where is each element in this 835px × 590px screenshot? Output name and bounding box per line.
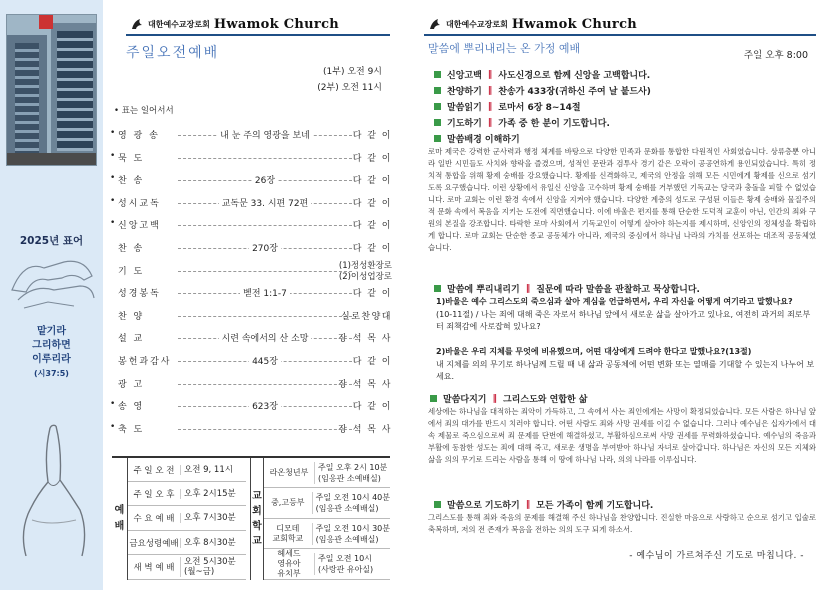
schedule-service-name: 주 일 오 후 [133,489,175,500]
dashed-leader [178,225,352,226]
pray-text: 그리스도를 통해 죄와 죽음의 문제를 해결해 주신 하나님을 찬양합니다. 진실한 마음으로 사랑하고 순으로 섬기고 입술로 축복하며, 저의 전 존재가 복음을 전하는 의의 도구 되게 하소서. [428,513,816,534]
worship-title: 주일오전예배 [126,45,220,61]
slogan-line: 그리하면 [32,340,71,351]
order-item-name: 봉헌과감사 [118,357,172,367]
order-item-content [178,354,352,367]
school-schedule-row [264,519,390,549]
order-item-content [178,241,352,254]
question-two [436,346,816,384]
order-item-name: 축 도 [118,424,145,435]
label-char: 교 [252,491,262,502]
order-item-person: 실로찬양대 [341,311,392,322]
question-title: 1)바울은 예수 그리스도의 죽으심과 살아 계심을 언급하면서, 우리 자신을 어떻게 여기라고 말했나요? [436,297,793,306]
sidebar [0,0,103,590]
worship-order-row [108,196,392,212]
order-item-person: 장 석 목 사 [338,334,392,345]
schedule-school-label [250,458,264,580]
background-text: 로마 제국은 강력한 군사력과 행정 체계를 바탕으로 다양한 민족과 문화를 통합한 다원적인 사회였습니다. 상류층뿐 아니라 일반 시민들도 사치와 향락을 즐겼으며, 성적인 문란과 검투사 경기 같은 오락이 공공연하게 용인되었습니다. 특히 정치적 통합을 위해 황제 숭배를 강요했습니다. 황제를 신격화하고, 제국의 안정을 위해 모든 시민에게 황제를 신으로 섬기도록 요구했습니다. 이런 상황에서 유일신 신앙을 고수하며 황제 숭배를 거부했던 기독교는 당국과 충돌을 피할 수 없었습니다. 로마 교회는 이런 환경 속에서 신앙을 지켜야 했습니다. 다양한 계층의 성도로 구성된 이들은 황제 숭배와 물질주의적 문화 속에서 복음을 지키는 도전에 직면했습니다. 이에 바울은 편지를 통해 단순한 도덕적 교훈이 아닌, 인간의 죄와 구원의 본질을 강조합니다. 타락한 로마 사회에서 기독교인이 어떻게 살아야 하는지를 제시하며, 신앙인의 정체성을 확립하게 합니다. 로마 교회는 단순한 종교 공동체가 아니라, 제국의 중심에서 하나님 나라의 가치를 선포하는 대조적 공동체였습니다. [428,147,816,252]
worship-order-row [108,260,392,282]
church-name-english: Hwamok Church [213,16,340,32]
label-char: 배 [114,521,125,532]
service-times [317,64,382,96]
school-dept-name: 디모데 교회학교 [272,523,304,543]
order-item-name: 묵 도 [118,153,145,164]
year-title: 2025년 표어 [19,235,84,247]
worship-order-row [108,128,392,144]
order-item-person: 다 같 이 [352,289,392,300]
red-bar-icon: ‖ [525,283,531,294]
step-text: 로마서 6장 8~14절 [498,103,581,113]
worship-order-row [108,354,392,370]
schedule-service-name: 수 요 예 배 [133,514,175,525]
order-item-person: 다 같 이 [352,153,392,164]
header-divider [424,34,816,36]
ground-text: 세상에는 하나님을 대적하는 죄악이 가득하고, 그 속에서 사는 죄인에게는 사망이 확정되었습니다. 모든 사람은 하나님 앞에서 죄의 대가를 반드시 치러야 합니다. 어떤 사람도 죄와 사망 권세를 이길 수 없습니다. 그러나 예수님은 십자가에서 대속 제물로 죽으심으로써 죄 문제를 단번에 해결하셨고, 부활하심으로써 사망 권세를 무력화하셨습니다. 예수님의 죽음과 부활에 동참한 성도는 죄에 대해 죽고, 새로운 생명을 부여받아 하나님 자녀로 살아갑니다. 하나님은 자신의 모든 지체와 삶을 의의 무기로 드리는 사람을 통해 이 땅에 하나님 나라, 의의 나라를 이루십니다. [428,407,816,464]
schedule-service-name: 주 일 오 전 [133,465,175,476]
schedule-service-time: 오후 7시30분 [180,513,246,523]
green-square-icon [430,395,437,402]
schedule-service-time: 오후 2시15분 [180,489,246,499]
worship-order-row [108,309,392,325]
section-title: 말씀다지기 [443,395,487,405]
step-confession [434,68,650,81]
dashed-leader [178,384,352,385]
label-char: 회 [252,506,262,517]
step-text: 가족 중 한 분이 기도합니다. [498,119,610,129]
order-content-text: 26장 [252,176,278,186]
church-header [130,14,339,34]
school-dept-time: 주일 오전 10시 30분 (임응관 소예배실) [312,523,390,545]
label-char: 학 [252,521,262,532]
school-dept-name: 헤세드 영유아 유치부 [277,549,301,578]
step-label: 말씀읽기 [447,103,482,113]
dashed-leader [178,316,352,317]
service-time-second: (2부) 오전 11시 [317,83,382,93]
order-item-person: 장 석 목 사 [338,379,392,390]
header-divider [126,34,390,36]
green-square-icon [434,501,441,508]
order-item-name: 송 영 [118,402,145,413]
worship-schedule-row [128,556,246,580]
section-subtitle: 그리스도와 연합한 삶 [502,395,588,405]
family-worship-time: 주일 오후 8:00 [743,50,808,61]
order-item-name: 광 고 [118,379,145,390]
question-body: (10-11절) / 나는 죄에 대해 죽은 자로서 하나님 앞에서 새로운 삶을 살아가고 있나요, 여전히 과거의 죄로부터 죄책감에 사로잡혀 있나요? [436,309,811,331]
green-square-icon [434,87,441,94]
dashed-leader [178,429,352,430]
label-char: 예 [114,505,125,516]
step-label: 찬양하기 [447,87,482,97]
step-reading [434,100,581,113]
order-item-name: 신앙고백 [118,221,161,232]
yearly-slogan [0,325,103,381]
order-item-name: 성경봉독 [118,289,161,300]
step-text: 찬송가 433장(귀하신 주여 날 붙드사) [498,87,651,97]
schedule-service-name: 새 벽 예 배 [133,563,175,574]
red-bar-icon: ‖ [487,85,493,96]
order-content-text: 교독문 33. 시편 72편 [219,199,312,209]
worship-order-row [108,286,392,302]
schedule-service-time: 오전 9, 11시 [180,465,246,475]
worship-schedule-row [128,482,246,506]
church-building-photo [6,14,97,166]
worship-order-row [108,241,392,257]
stand-bullet: • [110,128,116,138]
worship-order-row [108,331,392,347]
school-dept-name: 라온청년부 [269,467,309,477]
church-logo-icon [130,17,144,31]
order-item-content [178,399,352,412]
schedule-service-name: 금요성령예배 [129,538,179,549]
stand-bullet: • [110,173,116,184]
church-header [428,14,637,34]
red-bar-icon: ‖ [492,393,497,404]
label-char: 교 [252,536,262,547]
order-item-name: 찬 송 [118,244,145,254]
order-content-text: 내 눈 주의 영광을 보네 [217,131,313,141]
section-title: 말씀에 뿌리내리기 [447,285,520,295]
order-item-person: 장 석 목 사 [338,424,392,435]
order-content-text: 445장 [249,357,281,367]
order-content-text: 623장 [249,402,281,412]
order-item-person: 다 같 이 [352,176,392,187]
order-item-person: 다 같 이 [352,198,392,209]
order-item-name: 기 도 [118,266,145,277]
school-schedule-row [264,550,390,580]
worship-schedule-row [128,507,246,531]
praying-hands-illustration [10,420,94,560]
hands-illustration [4,250,100,320]
order-item-person: 다 같 이 [352,402,392,413]
order-item-name: 영 광 송 [118,131,160,141]
schedule-table [112,456,390,580]
green-square-icon [434,119,441,126]
order-item-name: 찬 송 [118,176,145,187]
order-item-content [178,128,352,141]
order-content-text: 시련 속에서의 산 소망 [219,334,312,344]
family-worship-panel [420,0,820,590]
order-item-content [178,286,352,299]
green-square-icon [434,285,441,292]
step-text: 사도신경으로 함께 신앙을 고백합니다. [498,71,651,81]
church-name-korean: 대한예수교장로회 [446,19,508,29]
red-bar-icon: ‖ [487,101,493,112]
worship-schedule-row [128,458,246,482]
stand-bullet: • [110,399,116,410]
stand-bullet: • [110,421,116,432]
pray-heading [434,498,653,511]
slogan-line: 이루리라 [32,354,71,365]
service-time-first: (1부) 오전 9시 [323,67,382,77]
order-item-name: 찬 양 [118,311,145,322]
slogan-reference: (시37:5) [34,369,69,378]
background-heading [434,132,520,145]
ground-heading [430,392,588,405]
worship-order-row [108,377,392,393]
green-square-icon [434,71,441,78]
step-label: 신앙고백 [447,71,482,81]
stand-note: • 표는 일어서서 [114,106,174,116]
order-item-person: (1)정성환장로 (2)이성업장로 [338,260,392,282]
green-square-icon [434,103,441,110]
worship-order-row [108,422,392,438]
order-content-text: 270장 [249,244,281,254]
order-item-person: 다 같 이 [352,244,392,254]
worship-order-row [108,218,392,234]
red-bar-icon: ‖ [487,69,493,80]
worship-order-panel [108,0,392,590]
school-dept-time: 주일 오전 10시 40분 (임응관 소예배실) [312,492,390,514]
school-dept-name: 중,고등부 [271,498,305,507]
worship-order-row [108,399,392,415]
worship-schedule-row [128,531,246,555]
section-title: 말씀으로 기도하기 [447,501,520,511]
family-worship-title: 말씀에 뿌리내리는 온 가정 예배 [428,42,581,55]
dashed-leader [178,271,352,272]
order-item-person: 다 같 이 [352,357,392,367]
school-schedule-row [264,458,390,488]
green-square-icon [434,135,441,142]
step-praise [434,84,651,97]
order-item-name: 설 교 [118,334,145,345]
question-one [436,296,816,334]
order-item-content [178,196,352,209]
closing-line: - 예수님이 가르쳐주신 기도로 마칩니다. - [629,551,804,561]
red-bar-icon: ‖ [525,499,531,510]
order-item-content [178,173,352,186]
church-name-korean: 대한예수교장로회 [148,19,210,29]
stand-bullet: • [110,195,116,206]
dashed-leader [178,158,352,159]
meditate-heading [434,282,700,295]
order-item-content [178,331,352,344]
stand-bullet: • [110,218,116,229]
order-item-person: 다 같 이 [352,131,392,141]
section-subtitle: 모든 가족이 함께 기도합니다. [536,501,654,511]
question-title: 2)바울은 우리 지체를 무엇에 비유했으며, 어떤 대상에게 드려야 한다고 말했나요?(13절) [436,347,752,356]
order-item-name: 성시교독 [118,198,161,209]
church-logo-icon [428,17,442,31]
step-label: 기도하기 [447,119,482,129]
schedule-worship-label [112,458,128,580]
order-item-person: 다 같 이 [352,221,392,232]
stand-bullet: • [110,150,116,161]
worship-order-row [108,151,392,167]
school-dept-time: 주일 오전 10시 (사랑관 유아실) [314,553,390,575]
church-name-english: Hwamok Church [511,16,638,32]
worship-order-row [108,173,392,189]
school-dept-time: 주일 오후 2시 10분 (임응관 소예배실) [314,462,390,484]
question-body: 내 지체를 의의 무기로 하나님께 드릴 때 내 삶과 공동체에 어떤 변화 또는 열매를 기대할 수 있는지 나누어 보세요. [436,359,815,381]
schedule-service-time: 오후 8시30분 [180,538,246,548]
step-prayer [434,116,610,129]
slogan-line: 맡기라 [37,326,66,337]
school-schedule-row [264,489,390,519]
schedule-service-time: 오전 5시30분 (월~금) [180,557,246,577]
section-subtitle: 질문에 따라 말씀을 관찰하고 묵상합니다. [536,285,700,295]
section-title: 말씀배경 이해하기 [447,135,520,145]
red-bar-icon: ‖ [487,117,493,128]
order-content-text: 벧전 1:1-7 [240,289,290,299]
